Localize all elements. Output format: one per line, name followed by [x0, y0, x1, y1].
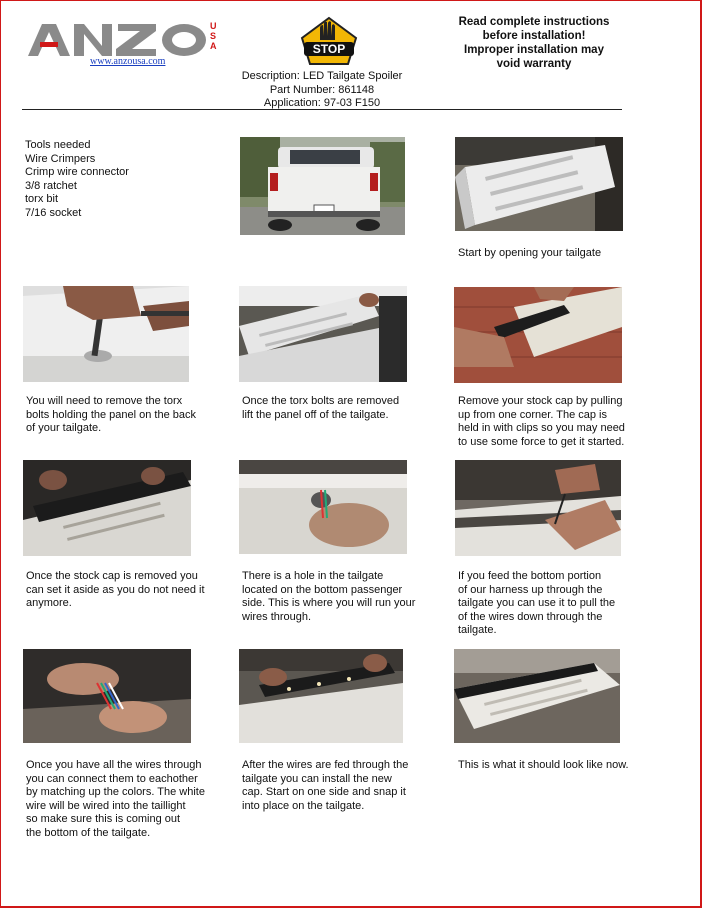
photo-removing-stock-cap [454, 287, 622, 383]
caption-line: the bottom of the tailgate. [26, 826, 151, 839]
caption-line: into place on the tailgate. [242, 799, 365, 812]
caption-line: tailgate you can use it to pull the [458, 597, 616, 610]
stop-sign-icon [298, 16, 360, 68]
svg-text:STOP: STOP [312, 42, 346, 56]
caption-line: If you feed the bottom portion [458, 570, 602, 582]
part-number: Part Number: 861148 [269, 83, 375, 96]
caption-line: Once you have all the wires through [26, 759, 202, 771]
caption-line: tailgate. [458, 624, 497, 637]
warning-line: Read complete instructions [458, 16, 610, 28]
tools-list [25, 139, 129, 221]
step-caption [26, 395, 236, 436]
caption-line: tailgate you can install the new [242, 772, 392, 785]
caption-line: located on the bottom passenger [242, 583, 403, 596]
step-caption [242, 570, 452, 624]
photo-tailgate-hole [239, 460, 407, 554]
application: Application: 97-03 F150 [263, 97, 381, 109]
caption-line: of the wires down through the [458, 610, 603, 623]
caption-line: of our harness up through the [458, 583, 603, 596]
caption-line: Once the torx bolts are removed [242, 395, 400, 407]
tool-item: 7/16 socket [25, 206, 82, 219]
photo-installing-new-cap [239, 649, 403, 743]
caption-line: so make sure this is coming out [26, 813, 181, 826]
caption-line: Once the stock cap is removed you [26, 570, 198, 582]
caption-line: to use some force to get it started. [458, 435, 625, 448]
step-caption [458, 759, 668, 773]
tool-item: torx bit [25, 193, 59, 206]
caption-line: There is a hole in the tailgate [242, 570, 384, 582]
photo-feeding-harness [455, 460, 621, 556]
caption-line: wire will be wired into the taillight [26, 799, 186, 812]
warning-line: Improper installation may [464, 44, 604, 56]
photo-open-tailgate [455, 137, 623, 231]
header-divider [22, 109, 622, 110]
photo-truck-rear [240, 137, 405, 235]
warning-notice [446, 15, 622, 71]
step-caption [26, 759, 236, 841]
caption-line: After the wires are fed through the [242, 759, 409, 771]
photo-connecting-wires [23, 649, 191, 743]
caption-line: Remove your stock cap by pulling [458, 395, 623, 407]
caption-line: lift the panel off of the tailgate. [242, 408, 389, 421]
caption-line: cap. Start on one side and snap it [242, 786, 406, 799]
warning-line: void warranty [496, 58, 572, 70]
caption-line: up from one corner. The cap is [458, 408, 607, 421]
tool-item: 3/8 ratchet [25, 179, 77, 192]
step-caption [26, 570, 236, 611]
step-caption [242, 395, 452, 422]
product-description: Description: LED Tailgate Spoiler [241, 70, 403, 82]
photo-finished-install [454, 649, 620, 743]
step-caption [458, 247, 668, 261]
step-caption [458, 570, 668, 638]
svg-text:S: S [210, 31, 217, 41]
product-info [222, 70, 422, 111]
photo-removing-torx-bolts [23, 286, 189, 382]
caption-line: side. This is where you will run your [242, 597, 416, 610]
photo-lifting-panel [239, 286, 407, 382]
caption-line: You will need to remove the torx [26, 395, 183, 407]
caption-line: wires through. [242, 610, 312, 623]
photo-stock-cap-removed [23, 460, 191, 556]
caption-line: by matching up the colors. The white [26, 786, 205, 799]
svg-text:U: U [210, 21, 217, 31]
caption-line: This is what it should look like now. [458, 759, 629, 771]
svg-text:A: A [210, 41, 217, 51]
caption-line: anymore. [26, 597, 72, 610]
step-caption [458, 395, 668, 449]
caption-line: bolts holding the panel on the back [26, 408, 197, 421]
tool-item: Crimp wire connector [25, 166, 129, 179]
caption-line: of your tailgate. [26, 422, 102, 435]
website-link[interactable]: www.anzousa.com [90, 56, 166, 67]
caption-line: Start by opening your tailgate [458, 247, 602, 259]
tools-heading: Tools needed [25, 139, 91, 151]
caption-line: you can connect them to eachother [26, 772, 198, 785]
step-caption [242, 759, 452, 813]
tool-item: Wire Crimpers [25, 152, 96, 165]
caption-line: can set it aside as you do not need it [26, 583, 205, 596]
warning-line: before installation! [482, 30, 586, 42]
caption-line: held in with clips so you may need [458, 422, 625, 435]
